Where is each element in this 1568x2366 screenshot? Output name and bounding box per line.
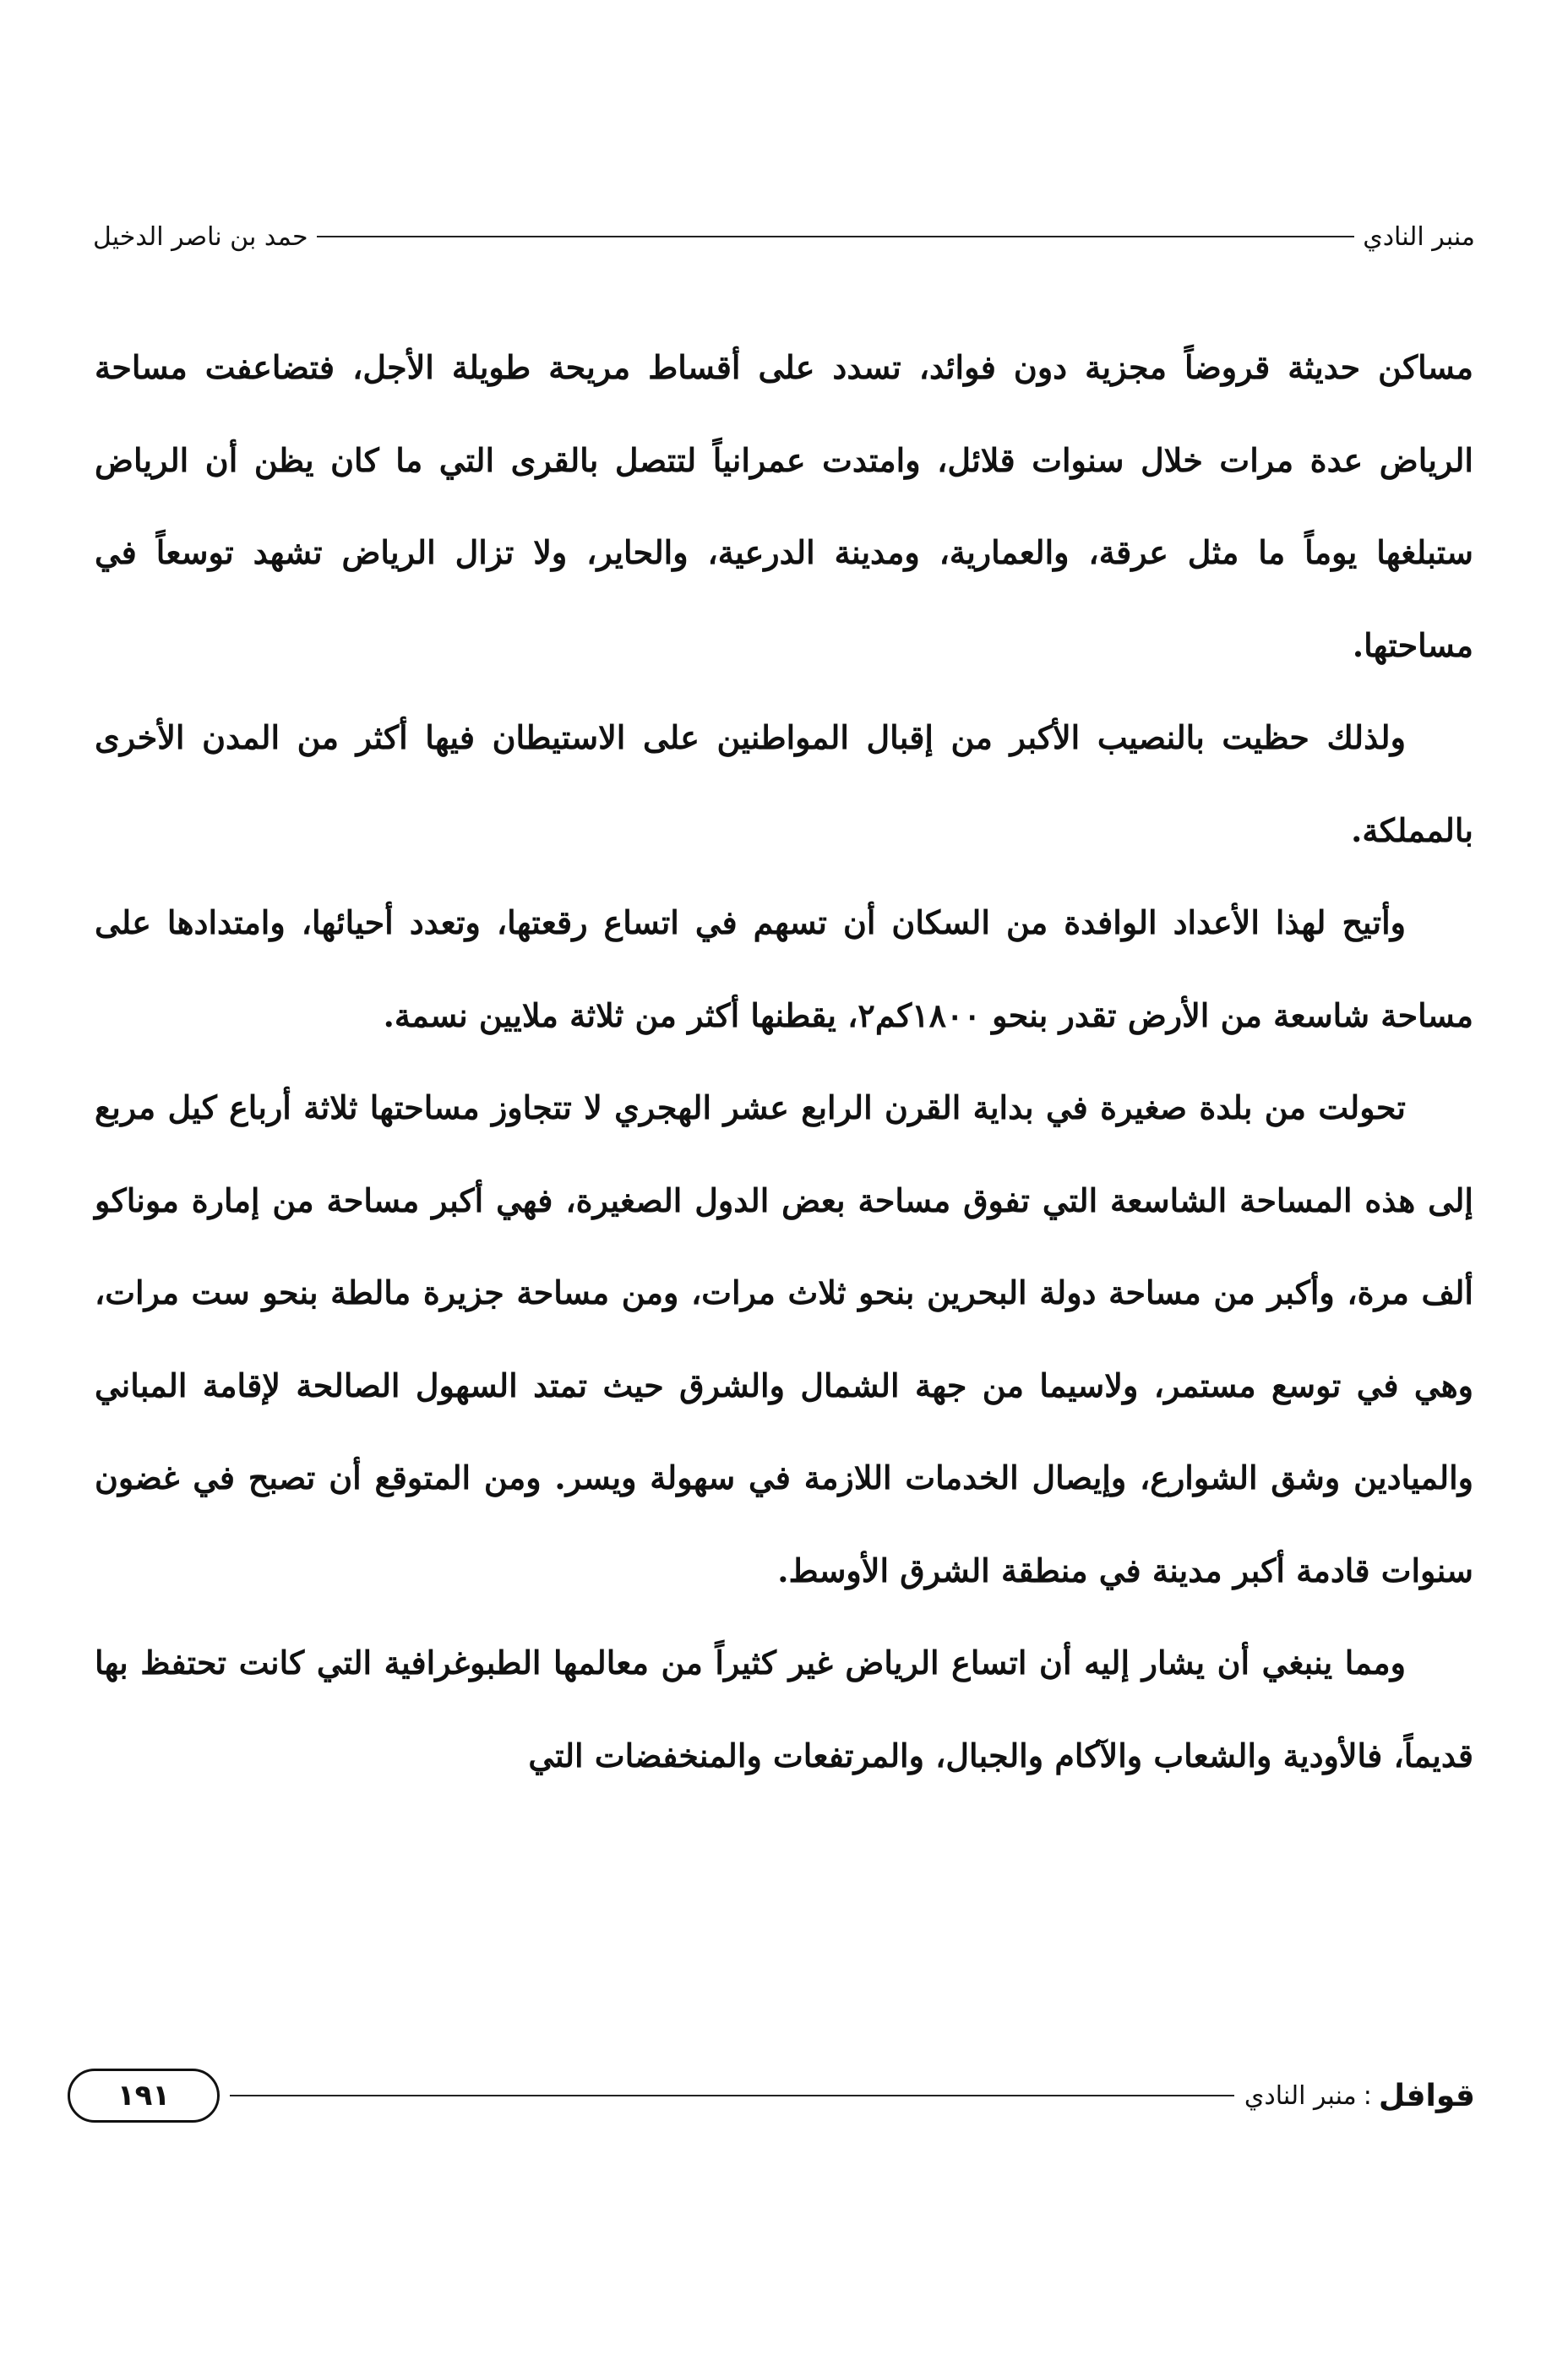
running-header: [93, 211, 1475, 262]
paragraph: ولذلك حظيت بالنصيب الأكبر من إقبال المواطنين على الاستيطان فيها أكثر من المدن الأخرى بالمملكة.: [95, 718, 1473, 849]
page-number: ١٩١: [68, 2069, 220, 2123]
page-body: [95, 321, 1473, 1802]
paragraph: تحولت من بلدة صغيرة في بداية القرن الرابع عشر الهجري لا تتجاوز مساحتها ثلاثة أرباع كيل مربع إلى هذه المساحة الشاسعة التي تفوق مساحة بعض الدول الصغيرة، فهي أكبر مساحة من إمارة موناكو ألف مرة، وأكبر من مساحة دولة البحرين بنحو ثلاث مرات، ومن مساحة جزيرة مالطة بنحو ست مرات، وهي في توسع مستمر، ولاسيما من جهة الشمال والشرق حيث تمتد السهول الصالحة لإقامة المباني والميادين وشق الشوارع، وإيصال الخدمات اللازمة في سهولة ويسر. ومن المتوقع أن تصبح في غضون سنوات قادمة أكبر مدينة في منطقة الشرق الأوسط.: [95, 1088, 1473, 1589]
paragraph: وأتيح لهذا الأعداد الوافدة من السكان أن تسهم في اتساع رقعتها، وتعدد أحيائها، وامتدادها على مساحة شاسعة من الأرض تقدر بنحو ١٨٠٠كم٢، يقطنها أكثر من ثلاثة ملايين نسمة.: [95, 903, 1473, 1034]
footer-separator: :: [1363, 2080, 1372, 2111]
footer-series-name: قوافل: [1378, 2078, 1475, 2113]
header-author: حمد بن ناصر الدخيل: [93, 221, 308, 252]
footer-rule: [230, 2095, 1234, 2096]
header-rule: [317, 236, 1355, 237]
paragraph-continuation: مساكن حديثة قروضاً مجزية دون فوائد، تسدد على أقساط مريحة طويلة الأجل، فتضاعفت مساحة الرياض عدة مرات خلال سنوات قلائل، وامتدت عمرانياً لتتصل بالقرى التي ما كان يظن أن الرياض ستبلغها يوماً ما مثل عرقة، والعمارية، ومدينة الدرعية، والحاير، ولا تزال الرياض تشهد توسعاً في مساحتها.: [95, 348, 1473, 664]
header-book-title: منبر النادي: [1363, 221, 1475, 252]
running-footer: [68, 2062, 1475, 2129]
paragraph: ومما ينبغي أن يشار إليه أن اتساع الرياض غير كثيراً من معالمها الطبوغرافية التي كانت تحتفظ بها قديماً، فالأودية والشعاب والآكام والجبال، والمرتفعات والمنخفضات التي: [95, 1644, 1473, 1774]
footer-book-title: منبر النادي: [1244, 2080, 1357, 2111]
